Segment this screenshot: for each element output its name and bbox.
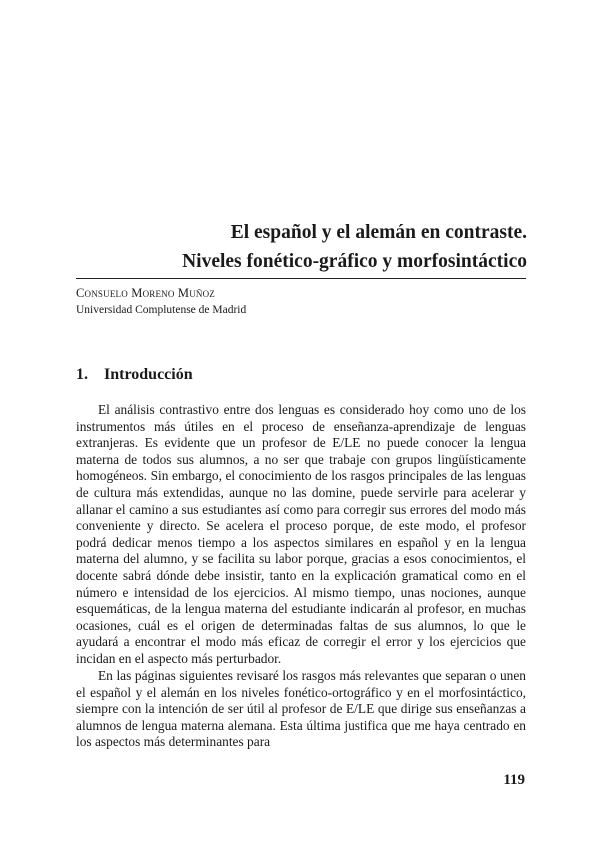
body-paragraph-1: El análisis contrastivo entre dos lenguas es considerado hoy como uno de los instrumentos más útiles en el proceso de enseñanza-aprendizaje de lenguas extranjeras. Es evidente que un profesor de E/LE no puede conocer la lengua materna de todos sus alumnos, a no ser que trabaje con grupos lingüísticamente homogéneos. Sin embargo, el conocimiento de los rasgos principales de las lenguas de cultura más extendidas, aunque no las domine, puede servirle para acelerar y allanar el camino a sus estudiantes así como para corregir sus errores del modo más conveniente y directo. Se acelera el proceso porque, de este modo, el profesor podrá dedicar menos tiempo a los aspectos similares en español y en la lengua materna del alumno, y se facilita su labor porque, gracias a esos conocimientos, el docente sabrá dónde debe insistir, tanto en la explicación gramatical como en el número e intensidad de los ejercicios. Al mismo tiempo, unas nociones, aunque esquemáticas, de la lengua materna del estudiante indicarán al profesor, en muchas ocasiones, cuál es el origen de determinadas faltas de sus alumnos, lo que le ayudará a encontrar el modo más eficaz de corregir el error y los ejercicios que incidan en el aspecto más perturbador.	[76, 402, 526, 666]
article-title	[110, 218, 527, 276]
title-divider	[76, 278, 526, 279]
section-title: Introducción	[104, 366, 193, 383]
author-name: Consuelo Moreno Muñoz	[76, 286, 216, 300]
author-affiliation: Universidad Complutense de Madrid	[76, 304, 247, 316]
page-number: 119	[503, 772, 525, 788]
section-heading	[76, 366, 193, 384]
body-paragraph-2: En las páginas siguientes revisaré los rasgos más relevantes que separan o unen el español y el alemán en los niveles fonético-ortográfico y en el morfosintáctico, siempre con la intención de ser útil al profesor de E/LE que dirige sus enseñanzas a alumnos de lengua materna alemana. Esta última justifica que me haya centrado en los aspectos más determinantes para	[76, 668, 526, 750]
title-line-1: El español y el alemán en contraste.	[230, 222, 527, 243]
title-line-2: Niveles fonético-gráfico y morfosintáctico	[182, 251, 527, 272]
section-number: 1.	[76, 366, 88, 383]
